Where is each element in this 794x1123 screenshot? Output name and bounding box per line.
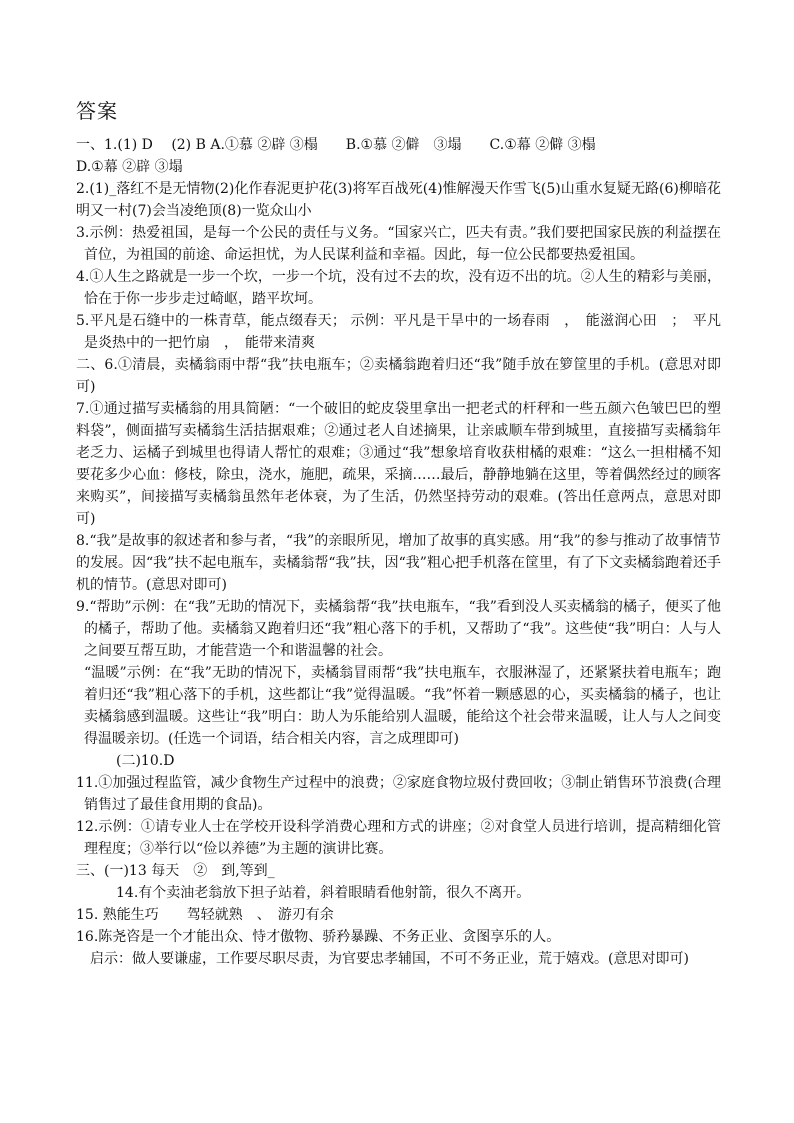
answer-item-16: 16.陈尧咨是一个才能出众、恃才傲物、骄矜暴躁、不务正业、贪图享乐的人。 [76, 929, 561, 945]
answer-item-11: 11.①加强过程监管，减少食物生产过程中的浪费；②家庭食物垃圾付费回收；③制止销售环节浪费(合理销售过了最佳食用期的食品)。 [76, 775, 721, 813]
answer-item-12: 12.示例：①请专业人士在学校开设科学消费心理和方式的讲座；②对食堂人员进行培训，提高精细化管理程度；③举行以“俭以养德”为主题的演讲比赛。 [76, 819, 721, 857]
answer-item-7: 7.①通过描写卖橘翁的用具简陋：“一个破旧的蛇皮袋里拿出一把老式的杆秤和一些五颜六色皱巴巴的塑料袋”，侧面描写卖橘翁生活拮据艰难；②通过老人自述摘果，让亲戚顺车带到城里，直接描写卖橘翁年老乏力、运橘子到城里也得请人帮忙的艰难；③通过“我”想象培育收获柑橘的艰难：“这么一担柑橘不知要花多少心血：修枝，除虫，浇水，施肥，疏果，采摘……最后，静静地躺在这里，等着偶然经过的顾客来购买”，间接描写卖橘翁虽然年老体衰，为了生活，仍然坚持劳动的艰难。(答出任意两点，意思对即可) [76, 401, 721, 527]
answer-item-2: 2.(1)_落红不是无情物(2)化作春泥更护花(3)将军百战死(4)惟解漫天作雪飞(5)山重水复疑无路(6)柳暗花明又一村(7)会当凌绝顶(8)一览众山小 [76, 181, 721, 219]
page-title: 答案 [76, 99, 118, 123]
answer-item-6: 二、6.①清晨，卖橘翁雨中帮“我”扶电瓶车；②卖橘翁跑着归还“我”随手放在箩筐里的手机。(意思对即可) [76, 357, 721, 395]
answer-item-8: 8.“我”是故事的叙述者和参与者，“我”的亲眼所见，增加了故事的真实感。用“我”的参与推动了故事情节的发展。因“我”扶不起电瓶车，卖橘翁帮“我”扶，因“我”粗心把手机落在筐里，有了下文卖橘翁跑着还手机的情节。(意思对即可) [76, 533, 721, 593]
answer-item-5: 5.平凡是石缝中的一株青草，能点缀春天； 示例：平凡是干旱中的一场春雨 ， 能滋润心田 ； 平凡是炎热中的一把竹扇 ， 能带来清爽 [76, 313, 721, 351]
answer-item-9-warmth: “温暖”示例：在“我”无助的情况下，卖橘翁冒雨帮“我”扶电瓶车，衣服淋湿了，还紧紧扶着电瓶车；跑着归还“我”粗心落下的手机，这些都让“我”觉得温暖。“我”怀着一颗感恩的心，买卖橘翁的橘子，也让卖橘翁感到温暖。这些让“我”明白：助人为乐能给别人温暖，能给这个社会带来温暖，让人与人之间变得温暖亲切。(任选一个词语，结合相关内容，言之成理即可) [84, 665, 721, 747]
answer-item-3: 3.示例：热爱祖国，是每一个公民的责任与义务。“国家兴亡，匹夫有责。”我们要把国家民族的利益摆在首位，为祖国的前途、命运担忧，为人民谋利益和幸福。因此，每一位公民都要热爱祖国。 [76, 225, 721, 263]
answer-item-4: 4.①人生之路就是一步一个坎，一步一个坑，没有过不去的坎，没有迈不出的坑。②人生的精彩与美丽，恰在于你一步步走过崎岖，踏平坎坷。 [76, 269, 721, 307]
answer-line-1-cont: D.①幕 ②辟 ③塌 [76, 159, 183, 175]
answer-item-9-help: 9.“帮助”示例：在“我”无助的情况下，卖橘翁帮“我”扶电瓶车，“我”看到没人买卖橘翁的橘子，便买了他的橘子，帮助了他。卖橘翁又跑着归还“我”粗心落下的手机，又帮助了“我”。这些使“我”明白：人与人之间要互帮互助，才能营造一个和谐温馨的社会。 [76, 599, 721, 659]
answer-item-16-insight: 启示：做人要谦虚，工作要尽职尽责，为官要忠孝辅国，不可不务正业，荒于嬉戏。(意思对即可) [90, 951, 689, 967]
answer-item-15: 15. 熟能生巧 驾轻就熟 、 游刃有余 [76, 907, 334, 923]
answer-item-14: 14.有个卖油老翁放下担子站着，斜着眼睛看他射箭，很久不离开。 [116, 885, 531, 901]
answer-body [76, 134, 721, 970]
answer-item-10: (二)10.D [116, 753, 175, 769]
answer-line-1: 一、1.(1) D (2) B A.①慕 ②辟 ③榻 B.①慕 ②僻 ③塌 C.①幕 ②僻 ③榻 [76, 137, 596, 153]
answer-item-13: 三、(一)13 每天 ② 到,等到_ [76, 863, 275, 879]
